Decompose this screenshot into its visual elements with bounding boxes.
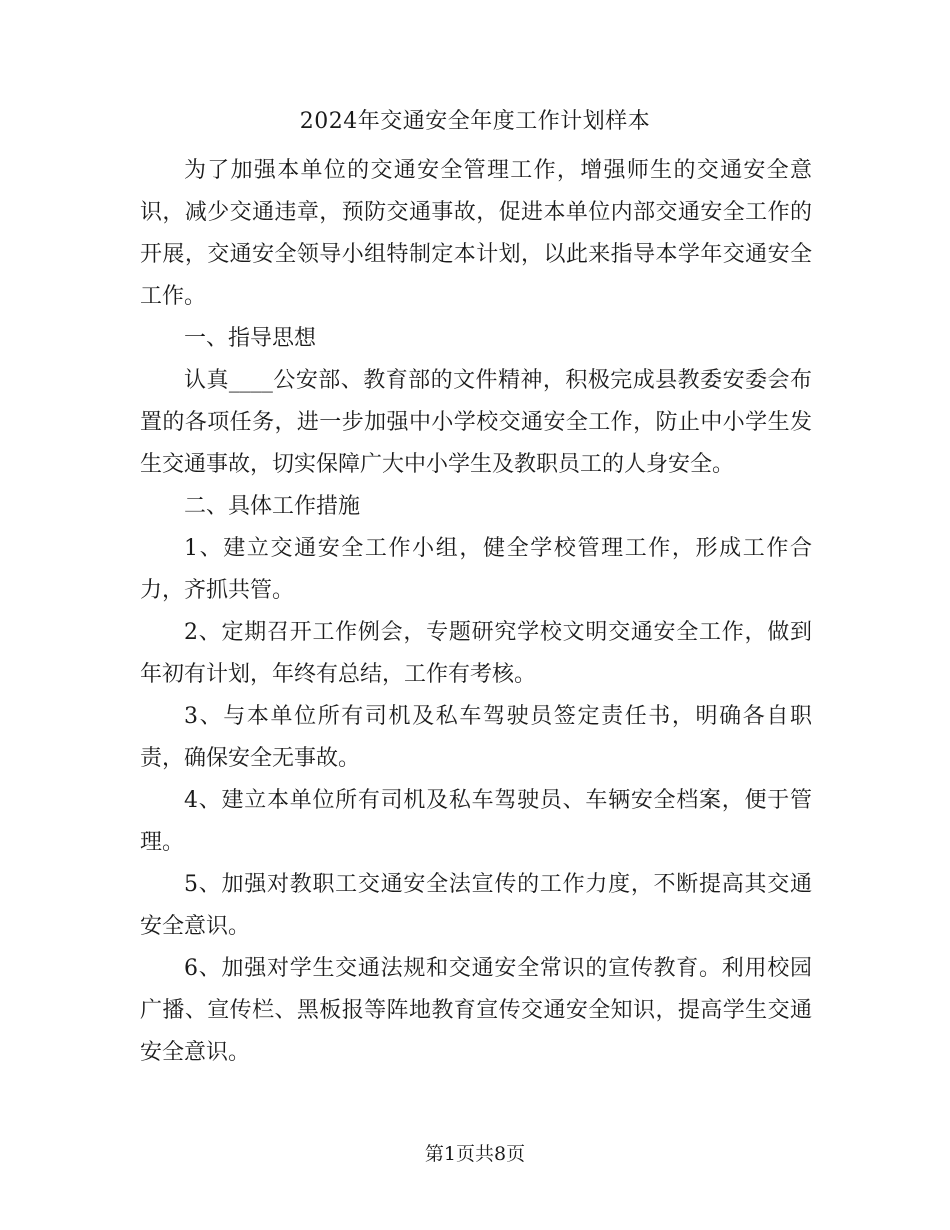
measure-item-2: 2、定期召开工作例会，专题研究学校文明交通安全工作，做到年初有计划，年终有总结，工作有考核。 xyxy=(140,620,812,687)
intro-paragraph: 为了加强本单位的交通安全管理工作，增强师生的交通安全意识，减少交通违章，预防交通事故，促进本单位内部交通安全工作的开展，交通安全领导小组特制定本计划，以此来指导本学年交通安全工作。 xyxy=(140,158,812,309)
section-heading-guiding-ideology: 一、指导思想 xyxy=(184,326,317,351)
document-title: 2024年交通安全年度工作计划样本 xyxy=(299,109,651,134)
measure-item-4: 4、建立本单位所有司机及私车驾驶员、车辆安全档案，便于管理。 xyxy=(140,788,812,855)
guiding-ideology-paragraph: 认真____公安部、教育部的文件精神，积极完成县教委安委会布置的各项任务，进一步加强中小学校交通安全工作，防止中小学生发生交通事故，切实保障广大中小学生及教职员工的人身安全。 xyxy=(140,368,812,477)
measure-item-6: 6、加强对学生交通法规和交通安全常识的宣传教育。利用校园广播、宣传栏、黑板报等阵地教育宣传交通安全知识，提高学生交通安全意识。 xyxy=(140,956,812,1065)
measure-item-1: 1、建立交通安全工作小组，健全学校管理工作，形成工作合力，齐抓共管。 xyxy=(140,536,812,603)
document-body xyxy=(140,150,812,1074)
page-number-footer: 第1页共8页 xyxy=(424,1143,526,1165)
measure-item-3: 3、与本单位所有司机及私车驾驶员签定责任书，明确各自职责，确保安全无事故。 xyxy=(140,704,812,771)
measure-item-5: 5、加强对教职工交通安全法宣传的工作力度，不断提高其交通安全意识。 xyxy=(140,872,812,939)
section-heading-measures: 二、具体工作措施 xyxy=(184,494,361,519)
